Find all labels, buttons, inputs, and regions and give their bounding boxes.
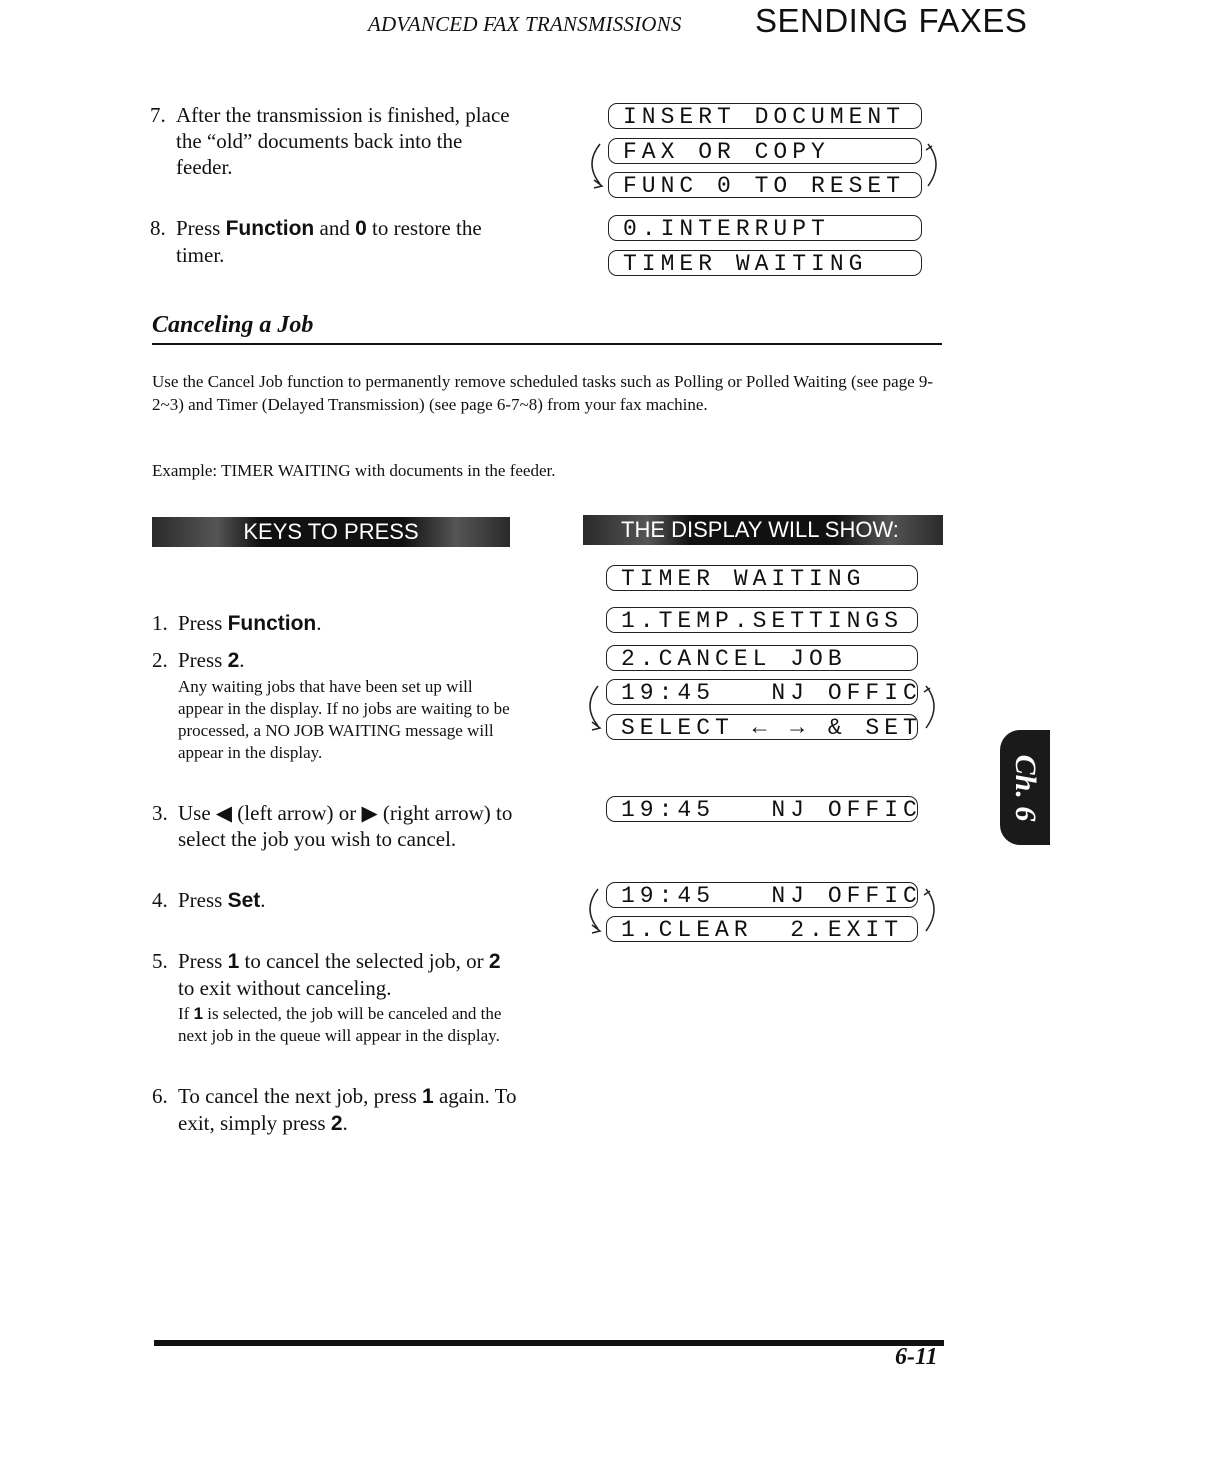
step-4: 4. Press Set. xyxy=(152,888,266,912)
lcd-selected-job: 19:45 NJ OFFIC xyxy=(606,796,918,822)
display-will-show-header: THE DISPLAY WILL SHOW: xyxy=(583,515,943,545)
step-8: 8. Press Function and 0 to restore the timer. xyxy=(150,216,482,267)
step-7: 7. After the transmission is finished, place the “old” documents back into the feeder. xyxy=(150,103,510,179)
lcd-interrupt: 0.INTERRUPT xyxy=(608,215,922,241)
section-rule xyxy=(152,343,942,345)
alternating-display-left-icon xyxy=(580,140,610,200)
step-2: 2. Press 2. Any waiting jobs that have been set up will appear in the display. If no jobs are waiting to be processed, a NO JOB WAITING message will appear in the display. xyxy=(152,647,522,764)
lcd-job-entry: 19:45 NJ OFFIC xyxy=(606,679,918,705)
page-number: 6-11 xyxy=(895,1344,938,1370)
lcd-timer-waiting: TIMER WAITING xyxy=(606,565,918,591)
alternating-display-right-icon xyxy=(920,682,950,742)
lcd-insert-document: INSERT DOCUMENT xyxy=(608,103,922,129)
section-title: Canceling a Job xyxy=(152,312,314,338)
lcd-cancel-job: 2.CANCEL JOB xyxy=(606,645,918,671)
running-header-section: ADVANCED FAX TRANSMISSIONS xyxy=(368,12,682,36)
footer-rule xyxy=(154,1340,944,1346)
lcd-fax-or-copy: FAX OR COPY xyxy=(608,138,922,164)
lcd-job-confirm: 19:45 NJ OFFIC xyxy=(606,882,918,908)
chapter-tab: Ch. 6 xyxy=(1000,730,1050,845)
step-1: 1. Press Function. xyxy=(152,611,322,635)
step-5: 5. Press 1 to cancel the selected job, or 2 to exit without canceling. If 1 is selected, the job will be canceled and the next job in the queue will appear in the display. xyxy=(152,948,522,1047)
lcd-timer-waiting-top: TIMER WAITING xyxy=(608,250,922,276)
keys-to-press-header: KEYS TO PRESS xyxy=(152,517,510,547)
lcd-clear-exit: 1.CLEAR 2.EXIT xyxy=(606,916,918,942)
step-6: 6. To cancel the next job, press 1 again. To exit, simply press 2. xyxy=(152,1084,517,1135)
alternating-display-left-icon xyxy=(578,885,608,945)
alternating-display-right-icon xyxy=(920,885,950,945)
step-2-note: Any waiting jobs that have been set up will appear in the display. If no jobs are waiting to be processed, a NO JOB WAITING message will appear in the display. xyxy=(178,677,510,762)
step-3: 3. Use ◀ (left arrow) or ▶ (right arrow) to select the job you wish to cancel. xyxy=(152,801,513,851)
example-line: Example: TIMER WAITING with documents in the feeder. xyxy=(152,461,556,480)
alternating-display-right-icon xyxy=(922,140,952,200)
alternating-display-left-icon xyxy=(578,682,608,742)
step-5-note: If 1 is selected, the job will be canceled and the next job in the queue will appear in the display. xyxy=(178,1004,502,1045)
lcd-temp-settings: 1.TEMP.SETTINGS xyxy=(606,607,918,633)
intro-paragraph: Use the Cancel Job function to permanently remove scheduled tasks such as Polling or Polled Waiting (see page 9-2~3) and Timer (Delayed Transmission) (see page 6-7~8) from your fax machine. xyxy=(152,372,934,414)
running-header-chapter: SENDING FAXES xyxy=(755,2,1028,39)
lcd-select-set: SELECT ← → & SET xyxy=(606,714,918,740)
lcd-func-0-to-reset: FUNC 0 TO RESET xyxy=(608,172,922,198)
